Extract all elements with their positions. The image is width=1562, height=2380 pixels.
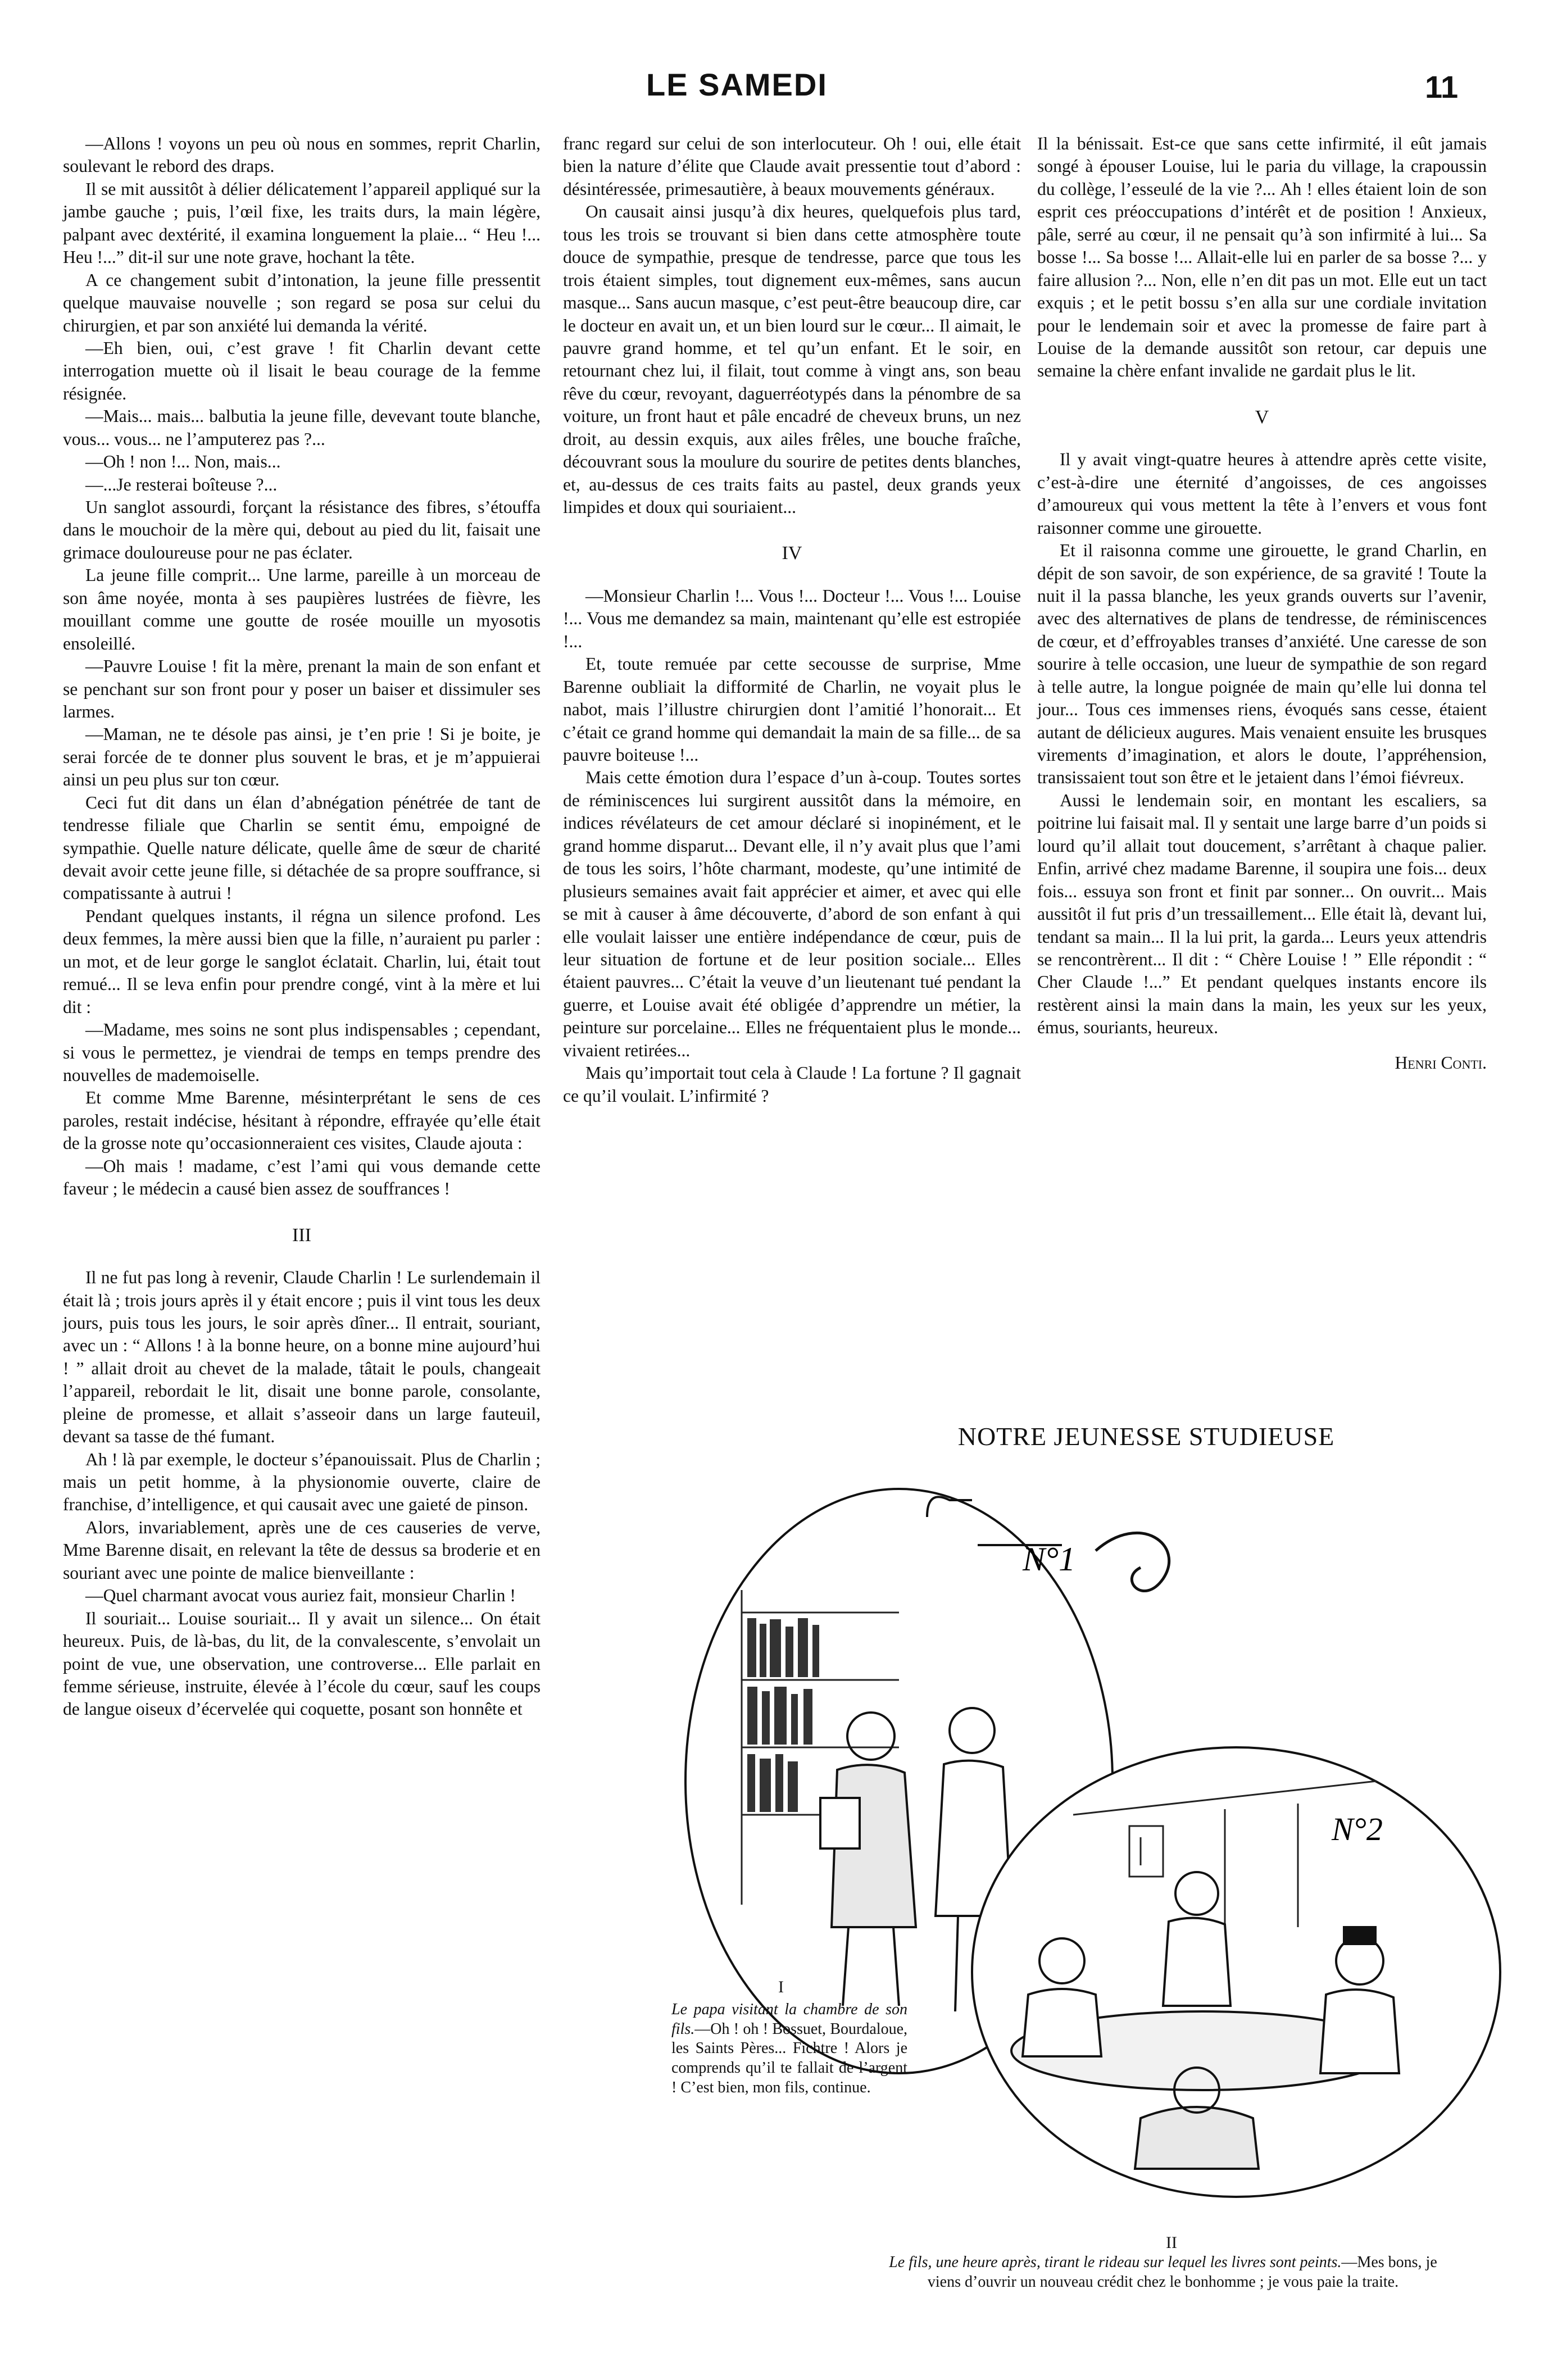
paragraph: —Maman, ne te désole pas ainsi, je t’en prie ! Si je boite, je serai forcée de te donner plus souvent le bras, et je m’appuierai ainsi un peu plus sur ton cœur. (63, 724, 541, 790)
section-heading-3: III (292, 1224, 311, 1246)
illustration (635, 1466, 1523, 2242)
paragraph: —Oh ! non !... Non, mais... (85, 452, 281, 472)
paragraph: —...Je resterai boîteuse ?... (85, 474, 278, 494)
paragraph: Il se mit aussitôt à délier délicatement l’appareil appliqué sur la jambe gauche ; puis, l’œil fixe, les traits durs, la main légère, palpant avec dextérité, il examina longuement la plaie... “ Heu !... Heu !...” dit-il sur une note grave, hochant la tête. (63, 179, 541, 267)
vignette-2-label: N°2 (1332, 1811, 1383, 1847)
paragraph: —Madame, mes soins ne sont plus indispensables ; cependant, si vous le permettez, je viendrai de temps en temps prendre des nouvelles de mademoiselle. (63, 1020, 541, 1085)
paragraph: Et, toute remuée par cette secousse de surprise, Mme Barenne oubliait la difformité de Charlin, ne voyait plus le nabot, mais l’illustre chirurgien dont l’amitié l’honorait... Et c’était ce grand homme qui demandait la main de sa fille... de sa pauvre boiteuse !... (563, 654, 1021, 765)
paragraph: —Pauvre Louise ! fit la mère, prenant la main de son enfant et se penchant sur son front pour y poser un baiser et dissimuler ses larmes. (63, 656, 541, 721)
newspaper-title: LE SAMEDI (646, 67, 828, 102)
caption-1 (671, 2000, 907, 2098)
paragraph: Mais qu’importait tout cela à Claude ! La fortune ? Il gagnait ce qu’il voulait. L’infirmité ? (563, 1063, 1021, 1106)
paragraph: Il la bénissait. Est-ce que sans cette infirmité, il eût jamais songé à épouser Louise, lui le paria du village, la crapoussin du collège, l’esseulé de la vie ?... Ah ! elles étaient loin de son esprit ces préoccupations d’intérêt et de position ! Anxieux, pâle, serré au cœur, il ne pensait qu’à son infirmité à lui... Sa bosse !... Sa bosse !... Allait-elle lui en parler de sa bosse ?... y faire allusion ?... Non, elle n’en dit pas un mot. Elle eut un tact exquis ; et le petit bossu s’en alla sur une cordiale invitation pour le lendemain soir et avec la promesse de faire part à Louise de la demande aussitôt son retour, car depuis une semaine la chère enfant invalide ne gardait plus le lit. (1037, 134, 1487, 381)
paragraph: La jeune fille comprit... Une larme, pareille à un morceau de son âme noyée, monta à ses paupières lustrées de fièvre, les mouillant comme une goutte de rosée mouille un myosotis ensoleillé. (63, 565, 541, 653)
paragraph: Pendant quelques instants, il régna un silence profond. Les deux femmes, la mère aussi bien que la fille, n’auraient pu parler : un mot, et de leur gorge le sanglot éclatait. Charlin, lui, était tout remué... Il se leva enfin pour prendre congé, vint à la mère et lui dit : (63, 906, 541, 1017)
section-heading-4: IV (782, 543, 802, 564)
page-number: 11 (1425, 69, 1459, 105)
paragraph: —Allons ! voyons un peu où nous en sommes, reprit Charlin, soulevant le rebord des draps. (63, 134, 541, 176)
section-heading-5: V (1255, 406, 1269, 428)
paragraph: Alors, invariablement, après une de ces causeries de verve, Mme Barenne disait, en relevant la tête de dessus sa broderie et en souriant avec une pointe de malice bienveillante : (63, 1517, 541, 1583)
vignette-1-label: N°1 (1023, 1541, 1076, 1578)
caption-1-italic: Le papa visitant la chambre de son fils. (671, 2001, 907, 2038)
paragraph: Aussi le lendemain soir, en montant les escaliers, sa poitrine lui faisait mal. Il y sentait une large barre d’un poids si lourd qu’il allait tout doucement, s’arrêtant à chaque palier. Enfin, arrivé chez madame Barenne, il soupira une fois... deux fois... essuya son front et finit par sonner... On ouvrit... Mais aussitôt il fut pris d’un tressaillement... Elle était là, devant lui, tendant sa main... Il la lui prit, la garda... Leurs yeux attendris se rencontrèrent... Il dit : “ Chère Louise ! ” Elle répondit : “ Cher Claude !...” Et pendant quelques instants encore ils restèrent ainsi la main dans la main, les yeux sur les yeux, émus, souriants, heureux. (1037, 790, 1487, 1038)
caption-1-number: I (778, 1978, 784, 1996)
paragraph: franc regard sur celui de son interlocuteur. Oh ! oui, elle était bien la nature d’élite que Claude avait pressentie tout d’abord : désintéressée, primesautière, à beaux mouvements généraux. (563, 134, 1021, 199)
paragraph: —Eh bien, oui, c’est grave ! fit Charlin devant cette interrogation muette où il lisait le beau courage de la femme résignée. (63, 338, 541, 403)
column-3 (1037, 133, 1487, 1074)
paragraph: —Mais... mais... balbutia la jeune fille, devevant toute blanche, vous... vous... ne l’amputerez pas ?... (63, 406, 541, 449)
caption-2-number: II (1166, 2233, 1177, 2252)
paragraph: Il ne fut pas long à revenir, Claude Charlin ! Le surlendemain il était là ; trois jours après il y était encore ; puis il vint tous les deux jours, puis tous les jours, le soir après dîner... Il entrait, souriant, avec un : “ Allons ! à la bonne heure, on a bonne mine aujourd’hui ! ” allait droit au chevet de la malade, tâtait le pouls, changeait l’appareil, rebordait le lit, disait une bonne parole, consolante, pleine de promesse, et allait s’asseoir dans un large fauteuil, devant sa tasse de thé fumant. (63, 1268, 541, 1447)
caption-2-text: —Mes bons, je viens d’ouvrir un nouveau crédit chez le bonhomme ; je vous paie la traite. (927, 2254, 1437, 2291)
column-2 (563, 133, 1021, 1107)
paragraph: On causait ainsi jusqu’à dix heures, quelquefois plus tard, tous les trois se trouvant si bien dans cette atmosphère toute douce de sympathie, presque de tendresse, parce que tous les trois étaient simples, tout dignement eux-mêmes, sans aucun masque... Sans aucun masque, c’est peut-être beaucoup dire, car le docteur en avait un, et un bien lourd sur le cœur... Il aimait, le pauvre grand homme, et tel qu’un enfant. Et le soir, en retournant chez lui, il filait, tout comme à vingt ans, son beau rêve du cœur, revoyant, daguerréotypés dans la pénombre de sa voiture, un front haut et pâle encadré de cheveux bruns, un nez droit, au dessin exquis, aux ailes frêles, une bouche fraîche, découvrant sous la moulure du sourire de petites dents blanches, et, au-dessus de ces traits faits au pastel, deux grands yeux limpides et doux qui souriaient... (563, 202, 1021, 517)
paragraph: Ah ! là par exemple, le docteur s’épanouissait. Plus de Charlin ; mais un petit homme, à la physionomie ouverte, claire de franchise, d’intelligence, et qui causait avec une gaieté de pinson. (63, 1449, 541, 1515)
page-header (0, 0, 1562, 129)
paragraph: Il y avait vingt-quatre heures à attendre après cette visite, c’est-à-dire une éternité d’angoisses, de ces angoisses d’amoureux qui vous mettent la tête à l’envers et vous font raisonner comme une girouette. (1037, 449, 1487, 538)
caption-2 (888, 2253, 1438, 2292)
paragraph: A ce changement subit d’intonation, la jeune fille pressentit quelque mauvaise nouvelle ; son regard se posa sur celui du chirurgien, et par son anxiété lui demanda la vérité. (63, 270, 541, 335)
paragraph: —Monsieur Charlin !... Vous !... Docteur !... Vous !... Louise !... Vous me demandez sa main, maintenant qu’elle est estropiée !... (563, 585, 1021, 651)
paragraph: —Quel charmant avocat vous auriez fait, monsieur Charlin ! (85, 1586, 516, 1606)
illustration-title: NOTRE JEUNESSE STUDIEUSE (957, 1422, 1335, 1451)
caption-1-text: —Oh ! oh ! Bossuet, Bourdaloue, les Saints Pères... Fichtre ! Alors je comprends qu’il te fallait de l’argent ! C’est bien, mon fils, continue. (671, 2020, 907, 2096)
vignette-2 (972, 1747, 1500, 2197)
caption-2-italic: Le fils, une heure après, tirant le rideau sur lequel les livres sont peints. (889, 2254, 1342, 2271)
paragraph: Ceci fut dit dans un élan d’abnégation pénétrée de tant de tendresse filiale que Charlin se sentit ému, empoigné de sympathie. Quelle nature délicate, quelle âme de sœur de charité devait avoir cette jeune fille, si détachée de sa propre souffrance, si compatissante à autrui ! (63, 792, 541, 903)
paragraph: —Oh mais ! madame, c’est l’ami qui vous demande cette faveur ; le médecin a causé bien assez de souffrances ! (63, 1156, 541, 1199)
paragraph: Mais cette émotion dura l’espace d’un à-coup. Toutes sortes de réminiscences lui surgirent aussitôt dans la mémoire, en indices révélateurs de cet amour déclaré si inopinément, et le grand homme disparut... Devant elle, il n’y avait plus que l’ami de tous les soirs, l’hôte charmant, modeste, qu’une intimité de plusieurs semaines avait fait apprécier et aimer, et avec qui elle se mit à causer à âme découverte, d’abord de son enfant à qui elle voulait laisser une entière indépendance de cœur, puis de leur situation de fortune et de leur position sociale... Elles étaient pauvres... C’était la veuve d’un lieutenant tué pendant la guerre, et Louise avait été obligée d’apprendre un métier, la peinture sur porcelaine... Elles ne fréquentaient plus le monde... vivaient retirées... (563, 767, 1021, 1060)
paragraph: Et comme Mme Barenne, mésinterprétant le sens de ces paroles, restait indécise, hésitant à répondre, effrayée qu’elle était de la grosse note qu’occasionneraient ces visites, Claude ajouta : (63, 1088, 541, 1153)
paragraph: Il souriait... Louise souriait... Il y avait un silence... On était heureux. Puis, de là-bas, du lit, de la convalescente, s’envolait un point de vue, une observation, une controverse... Elle parlait en femme sérieuse, instruite, élevée à l’école du cœur, sauf les coups de langue oiseux d’écervelée qui coquette, posant son honnête et (63, 1608, 541, 1719)
column-1 (63, 133, 541, 1721)
paragraph: Et il raisonna comme une girouette, le grand Charlin, en dépit de son savoir, de son expérience, de sa gravité ! Toute la nuit il la passa blanche, les yeux grands ouverts sur l’avenir, avec des alternatives de plans de tendresse, de réminiscences de cœur, et d’effroyables transes d’anxiété. Une caresse de son sourire à telle occasion, une lueur de sympathie de son regard à telle autre, la longue poignée de main qu’elle lui donna tel jour... Tous ces immenses riens, évoqués sans cesse, étaient autant de délicieux augures. Mais venaient ensuite les brusques virements d’imagination, et alors le doute, l’appréhension, transissaient tout son être et le jetaient dans l’émoi fiévreux. (1037, 541, 1487, 788)
author-signature: Henri Conti. (1395, 1052, 1487, 1073)
paragraph: Un sanglot assourdi, forçant la résistance des fibres, s’étouffa dans le mouchoir de la mère qui, debout au pied du lit, faisait une grimace douloureuse pour ne pas éclater. (63, 497, 541, 562)
